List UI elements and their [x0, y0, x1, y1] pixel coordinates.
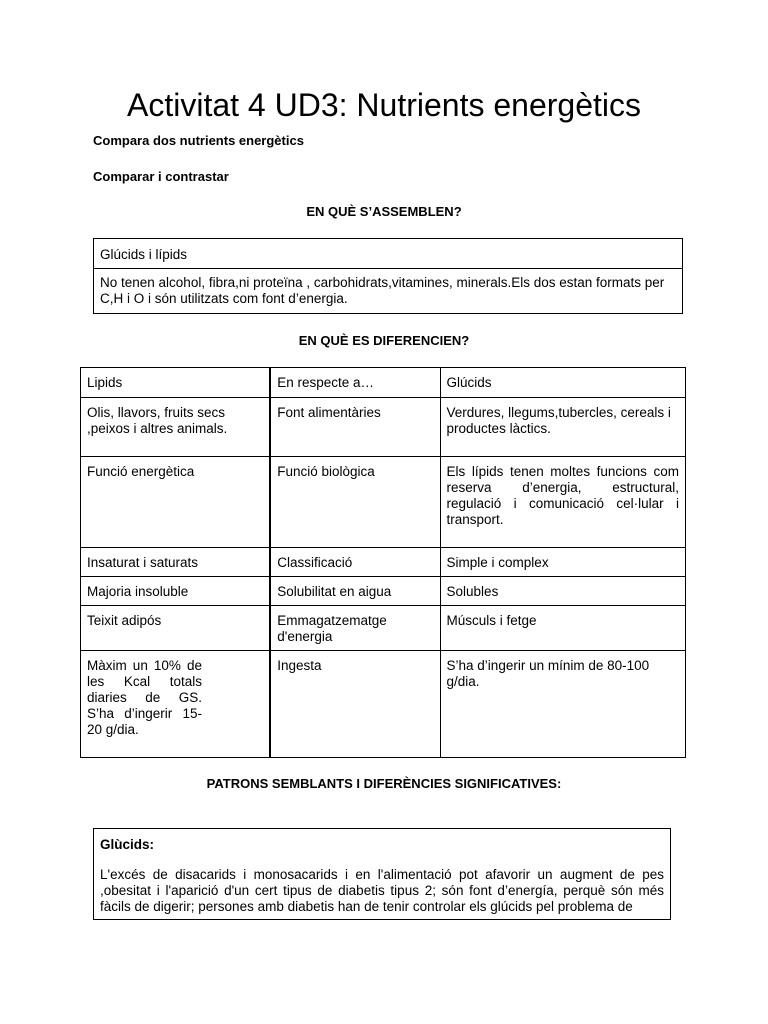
table-cell: [81, 651, 271, 758]
table-cell: Músculs i fetge: [440, 606, 685, 651]
patterns-box: [93, 828, 671, 920]
table-row: [81, 548, 686, 577]
header-cell-respect: En respecte a…: [270, 368, 440, 398]
table-cell: Solubilitat en aigua: [270, 577, 440, 606]
table-cell: Teixit adipós: [81, 606, 271, 651]
table-cell: Olis, llavors, fruits secs ,peixos i altres animals.: [81, 398, 271, 457]
table-row: [81, 577, 686, 606]
table-cell: Emmagatzematge d'energia: [270, 606, 440, 651]
differences-table: [80, 367, 686, 758]
table-row: [81, 606, 686, 651]
table-cell: Font alimentàries: [270, 398, 440, 457]
patterns-heading: PATRONS SEMBLANTS I DIFERÈNCIES SIGNIFICATIVES:: [206, 776, 562, 791]
similarities-table: [93, 238, 683, 314]
table-row: [81, 457, 686, 548]
similarities-row-title: Glúcids i lípids: [94, 239, 683, 269]
intake-lipids-text: Màxim un 10% de les Kcal totals diaries de GS. S’ha d’ingerir 15-20 g/dia.: [87, 658, 202, 737]
table-row: [81, 398, 686, 457]
table-cell: Classificació: [270, 548, 440, 577]
table-cell: Majoria insoluble: [81, 577, 271, 606]
table-cell: Funció energètica: [81, 457, 271, 548]
similarities-row-body: No tenen alcohol, fibra,ni proteïna , carbohidrats,vitamines, minerals.Els dos estan formats per C,H i O i són utilitzats com font d’energia.: [94, 269, 683, 314]
table-row: [94, 239, 683, 269]
table-row: [81, 651, 686, 758]
table-cell: Els lípids tenen moltes funcions com reserva d’energia, estructural, regulació i comunicació cel·lular i transport.: [440, 457, 685, 548]
table-row: [94, 269, 683, 314]
table-cell: Verdures, llegums,tubercles, cereals i productes làctics.: [440, 398, 685, 457]
table-cell: Insaturat i saturats: [81, 548, 271, 577]
table-cell: S’ha d’ingerir un mínim de 80-100 g/dia.: [440, 651, 685, 758]
table-cell: Ingesta: [270, 651, 440, 758]
header-cell-lipids: Lipids: [81, 368, 271, 398]
subtitle-compare-contrast: Comparar i contrastar: [93, 169, 229, 184]
table-cell: Solubles: [440, 577, 685, 606]
subtitle-compare-nutrients: Compara dos nutrients energètics: [93, 133, 304, 148]
table-cell: Simple i complex: [440, 548, 685, 577]
table-cell: Funció biològica: [270, 457, 440, 548]
differences-heading: EN QUÈ ES DIFERENCIEN?: [298, 333, 470, 348]
header-cell-glucids: Glúcids: [440, 368, 685, 398]
patterns-box-body: L'excés de disacarids i monosacarids i en l'alimentació pot afavorir un augment de pes ,obesitat i l'aparició d'un cert tipus de diabetis tipus 2; són font d’energía, perquè són més fàcils de digerir; persones amb diabetis han de tenir controlar els glúcids pel problema de: [100, 867, 664, 914]
table-header-row: [81, 368, 686, 398]
page-title: Activitat 4 UD3: Nutrients energètics: [127, 87, 641, 123]
patterns-box-title: Glùcids:: [100, 837, 155, 852]
similarities-heading: EN QUÈ S’ASSEMBLEN?: [306, 204, 462, 219]
